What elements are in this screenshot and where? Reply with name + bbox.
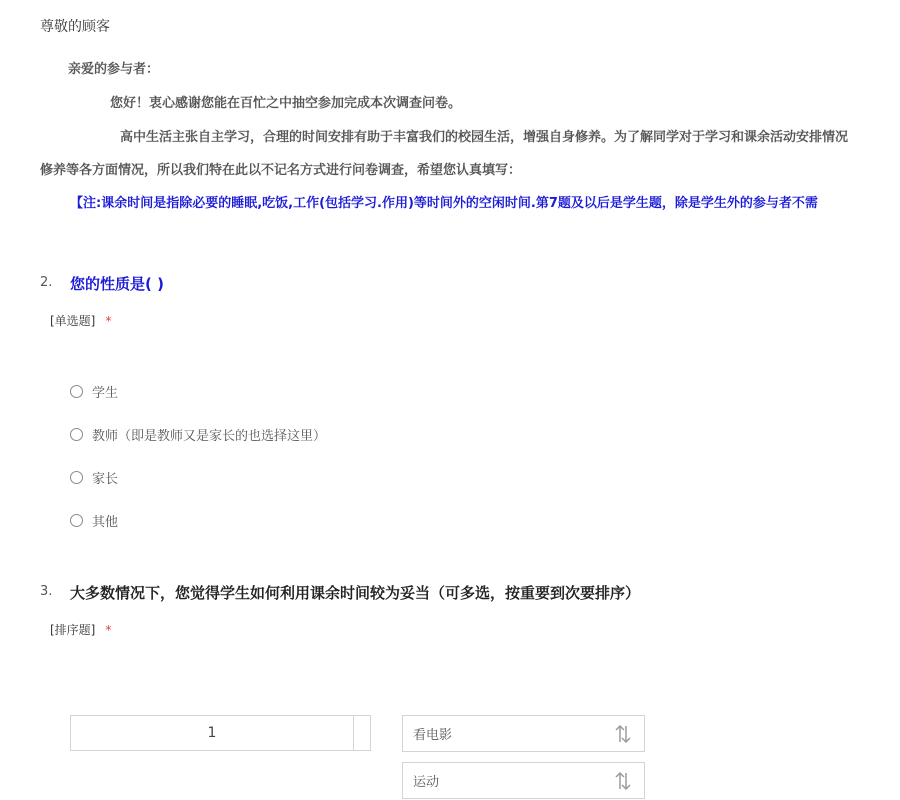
option-other[interactable] <box>70 511 118 530</box>
greeting-text: 尊敬的顾客 <box>40 19 110 35</box>
option-label: 学生 <box>92 386 119 401</box>
question-3-title: 大多数情况下，您觉得学生如何利用课余时间较为妥当（可多选，按重要到次要排序） <box>70 584 641 602</box>
question-3-number: 3. <box>40 584 53 599</box>
question-3-type <box>50 621 111 638</box>
sort-item-label: 看电影 <box>413 728 453 743</box>
question-type-label: [排序题] <box>50 623 96 637</box>
radio-button[interactable] <box>70 514 83 527</box>
option-label: 其他 <box>92 515 119 530</box>
radio-button[interactable] <box>70 471 83 484</box>
question-2-number: 2. <box>40 275 53 290</box>
sort-item-sports[interactable] <box>402 762 645 799</box>
question-2-type <box>50 312 111 329</box>
question-type-label: [单选题] <box>50 314 96 328</box>
sort-arrows-icon <box>614 724 632 744</box>
radio-button[interactable] <box>70 428 83 441</box>
option-student[interactable] <box>70 382 118 401</box>
rank-number: 1 <box>71 716 354 750</box>
intro-hello: 您好！衷心感谢您能在百忙之中抽空参加完成本次调查问卷。 <box>110 96 462 111</box>
rank-slot-handle <box>354 716 370 750</box>
required-mark: * <box>105 623 112 637</box>
intro-body-line2: 修养等各方面情况，所以我们特在此以不记名方式进行问卷调查，希望您认真填写： <box>40 163 522 178</box>
option-label: 教师（即是教师又是家长的也选择这里） <box>92 429 327 444</box>
rank-slot[interactable] <box>70 715 371 751</box>
option-parent[interactable] <box>70 468 118 487</box>
sort-item-label: 运动 <box>413 775 440 790</box>
option-label: 家长 <box>92 472 119 487</box>
sort-arrows-icon <box>614 771 632 791</box>
sort-item-movie[interactable] <box>402 715 645 752</box>
intro-note: 【注:课余时间是指除必要的睡眠,吃饭,工作(包括学习.作用)等时间外的空闲时间.第7题及以后是学生题，除是学生外的参与者不需 <box>70 196 818 211</box>
option-teacher[interactable] <box>70 425 326 444</box>
question-2-title: 您的性质是( ) <box>70 275 164 293</box>
required-mark: * <box>105 314 112 328</box>
intro-dear: 亲爱的参与者： <box>68 62 160 77</box>
intro-body-line1: 高中生活主张自主学习，合理的时间安排有助于丰富我们的校园生活，增强自身修养。为了解同学对于学习和课余活动安排情况 <box>120 130 849 145</box>
radio-button[interactable] <box>70 385 83 398</box>
